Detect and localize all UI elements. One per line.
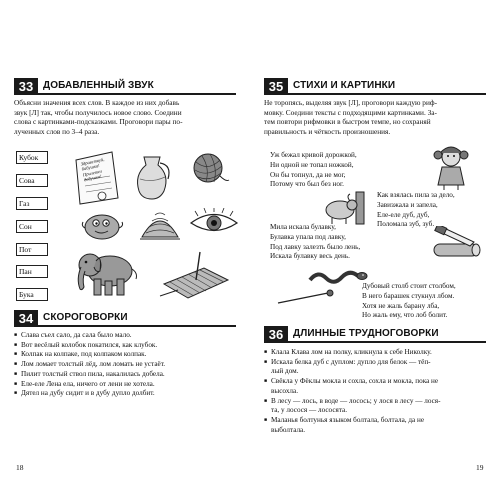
instruction-line: правильность и чёткость произношения.	[264, 126, 391, 136]
list-item	[264, 348, 490, 358]
list-item	[264, 397, 490, 416]
section-35-instructions	[264, 98, 486, 136]
poem-line: Поломала зуб, зуб.	[377, 220, 435, 229]
section-title: СТИХИ И КАРТИНКИ	[288, 78, 486, 95]
long-twister-list	[264, 348, 490, 435]
item-line: В лесу — лось, в воде — лосось; у лося в лесу — лося-	[271, 396, 441, 405]
instruction-line: Объясни значения всех слов. В каждое из них добавь	[14, 98, 180, 107]
instruction-line: мовку. Соедини тексты с подходящими картинками. За-	[264, 107, 437, 117]
jug-picture	[130, 153, 175, 206]
section-34-header	[14, 310, 236, 327]
word-box[interactable]: Кубок	[16, 151, 48, 164]
list-item: ■ Лом ломает толстый лёд, лом ломать не устаёт.	[14, 360, 239, 370]
section-number: 36	[264, 326, 288, 343]
item-line: лый дом.	[271, 367, 299, 376]
page-number: 18	[16, 463, 24, 472]
eye-picture	[188, 208, 240, 243]
elephant-picture	[72, 245, 142, 306]
item-line: выболтала.	[271, 425, 306, 434]
section-number: 33	[14, 78, 38, 95]
girl-picture	[430, 143, 472, 196]
item-line: та, у лосося — лососята.	[271, 406, 348, 415]
shell-picture	[138, 203, 182, 248]
poem-line: Он бы топнул, да не мог,	[270, 170, 346, 179]
poem-line: Булавка упала под лавку,	[270, 232, 346, 241]
poem-line: Ни одной не топал ножкой,	[270, 160, 354, 169]
snake-picture	[308, 268, 368, 291]
yarn-ball-picture	[190, 150, 230, 193]
poem-line: Под лавку залезть было лень,	[270, 242, 361, 251]
item-line: Свёкла у Фёклы мокла и сохла, сохла и мокла, пока не	[271, 377, 439, 386]
creature-picture	[80, 210, 125, 247]
instruction-line: звук [Л] так, чтобы получилось новое слово. Соедини	[14, 107, 182, 117]
section-33-instructions	[14, 98, 236, 136]
word-box[interactable]: Пот	[16, 243, 48, 256]
tongue-twister-list	[14, 331, 239, 399]
item-line: Искала белка дуб с дуплом: дупло для белок — тёп-	[271, 357, 431, 366]
poem-line: Искала булавку весь день.	[270, 252, 350, 261]
instruction-line: слова с картинками-подсказками. Проговори пары по-	[14, 117, 183, 127]
poem-3	[270, 223, 420, 262]
word-box[interactable]: Сон	[16, 220, 48, 233]
letter-text: Здравствуй, бабушка! Прилетел дедушка!	[80, 156, 105, 183]
list-item: ■ Колпак на колпаке, под колпаком колпак.	[14, 350, 239, 360]
instruction-line: Не торопясь, выделяя звук [Л], проговори каждую риф-	[264, 98, 438, 107]
word-box[interactable]: Пан	[16, 265, 48, 278]
word-box[interactable]: Бука	[16, 288, 48, 301]
section-number: 34	[14, 310, 38, 327]
item-line: Клала Клава лом на полку, кликнула к себе Николку.	[271, 348, 432, 356]
list-item: ■ Дятел на дубу сидит и в дубу дупло долбит.	[14, 389, 239, 399]
raft-picture	[158, 250, 233, 305]
item-line: Маланья болтунья языком болтала, болтала, да не	[271, 415, 425, 424]
poem-1	[270, 151, 420, 190]
saw-picture	[430, 226, 482, 265]
poem-line: Дубовый столб стоит столбом,	[362, 282, 456, 290]
pin-picture	[274, 289, 334, 312]
list-item: ■ Пилит толстый ствол пила, накалилась добела.	[14, 370, 239, 380]
word-box[interactable]: Сова	[16, 174, 48, 187]
list-item: ■ Вот весёлый колобок покатился, как клубок.	[14, 341, 239, 351]
list-item	[264, 416, 490, 435]
word-box[interactable]: Газ	[16, 197, 48, 210]
poem-line: Уж бежал кривой дорожкой,	[270, 151, 357, 159]
instruction-line: тем повтори рифмовки в быстром темпе, но сохраняй	[264, 117, 431, 127]
poem-line: Мила искала булавку,	[270, 223, 336, 231]
poem-line: Но жаль ему, что лоб болит.	[362, 311, 448, 320]
list-item: ■ Слава съел сало, да сала было мало.	[14, 331, 239, 341]
section-title: ДОБАВЛЕННЫЙ ЗВУК	[38, 78, 236, 95]
section-title: СКОРОГОВОРКИ	[38, 310, 236, 327]
poem-line: Завизжала и запела,	[377, 200, 438, 209]
section-title: ДЛИННЫЕ ТРУДНОГОВОРКИ	[288, 326, 486, 343]
letter-picture	[72, 150, 122, 210]
list-item	[264, 358, 490, 377]
right-page	[250, 0, 500, 500]
list-item	[264, 377, 490, 396]
page-number: 19	[476, 463, 484, 472]
poem-4	[362, 282, 488, 321]
instruction-line: лученных слов по 3–4 раза.	[14, 126, 100, 136]
list-item: ■ Еле-еле Лена ела, ничего от лени не хотела.	[14, 380, 239, 390]
section-number: 35	[264, 78, 288, 95]
section-36-header	[264, 326, 486, 343]
poem-line: Еле-еле дуб, дуб,	[377, 210, 430, 219]
section-35-header	[264, 78, 486, 95]
item-line: высохла.	[271, 386, 298, 395]
poem-line: Хотя не жаль барану лба,	[362, 301, 440, 310]
section-33-header	[14, 78, 236, 95]
poem-line: В него барашек стукнул лбом.	[362, 291, 455, 300]
poem-line: Как взялась пила за дело,	[377, 191, 455, 199]
poem-line: Потому что был без ног.	[270, 180, 344, 189]
